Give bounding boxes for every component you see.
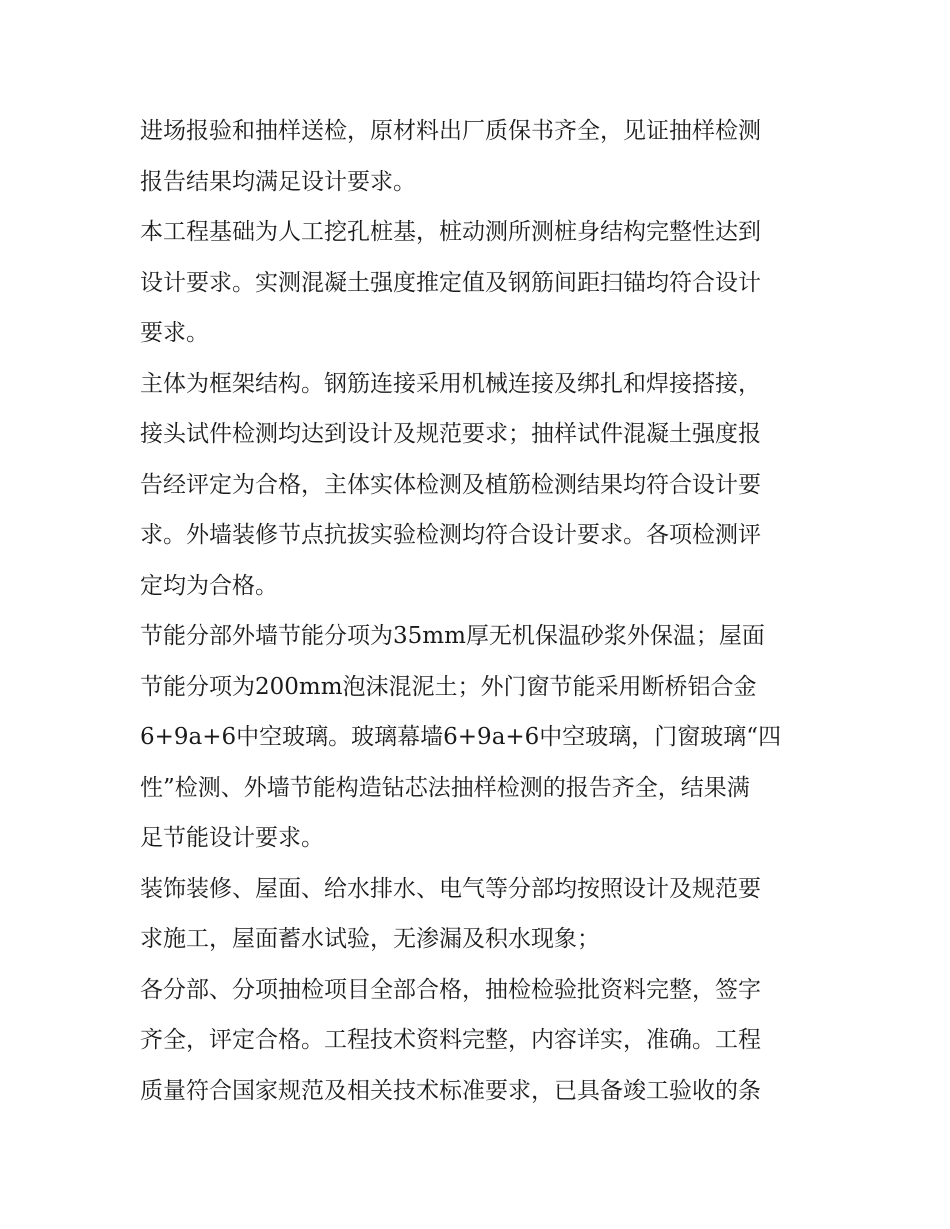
text-line: 定均为合格。 bbox=[140, 572, 278, 599]
text-line: 告经评定为合格，主体实体检测及植筋检测结果均符合设计要 bbox=[140, 471, 761, 498]
text-line: 性”检测、外墙节能构造钻芯法抽样检测的报告齐全，结果满 bbox=[140, 774, 750, 801]
text-line: 节能分项为200mm泡沫混泥土；外门窗节能采用断桥铝合金 bbox=[140, 673, 757, 700]
text-line: 进场报验和抽样送检，原材料出厂质保书齐全，见证抽样检测 bbox=[140, 118, 761, 144]
text-line: 主体为框架结构。钢筋连接采用机械连接及绑扎和焊接搭接， bbox=[140, 370, 761, 397]
body-text bbox=[140, 106, 830, 1116]
text-line: 接头试件检测均达到设计及规范要求；抽样试件混凝土强度报 bbox=[140, 421, 761, 447]
text-line: 本工程基础为人工挖孔桩基，桩动测所测桩身结构完整性达到 bbox=[140, 219, 761, 245]
text-line: 节能分部外墙节能分项为35mm厚无机保温砂浆外保温；屋面 bbox=[140, 623, 765, 649]
text-line: 报告结果均满足设计要求。 bbox=[140, 168, 416, 195]
text-line: 各分部、分项抽检项目全部合格，抽检检验批资料完整，签字 bbox=[140, 976, 761, 1003]
text-line: 设计要求。实测混凝土强度推定值及钢筋间距扫锚均符合设计 bbox=[140, 269, 761, 296]
text-line: 求施工，屋面蓄水试验，无渗漏及积水现象； bbox=[140, 926, 600, 952]
text-line: 齐全，评定合格。工程技术资料完整，内容详实，准确。工程 bbox=[140, 1027, 761, 1053]
text-line: 质量符合国家规范及相关技术标准要求，已具备竣工验收的条 bbox=[140, 1077, 761, 1104]
text-line: 装饰装修、屋面、给水排水、电气等分部均按照设计及规范要 bbox=[140, 875, 761, 902]
text-line: 足节能设计要求。 bbox=[140, 825, 324, 851]
text-line: 要求。 bbox=[140, 320, 209, 346]
text-line: 6+9a+6中空玻璃。玻璃幕墙6+9a+6中空玻璃，门窗玻璃“四 bbox=[140, 724, 782, 750]
text-line: 求。外墙装修节点抗拔实验检测均符合设计要求。各项检测评 bbox=[140, 522, 761, 548]
